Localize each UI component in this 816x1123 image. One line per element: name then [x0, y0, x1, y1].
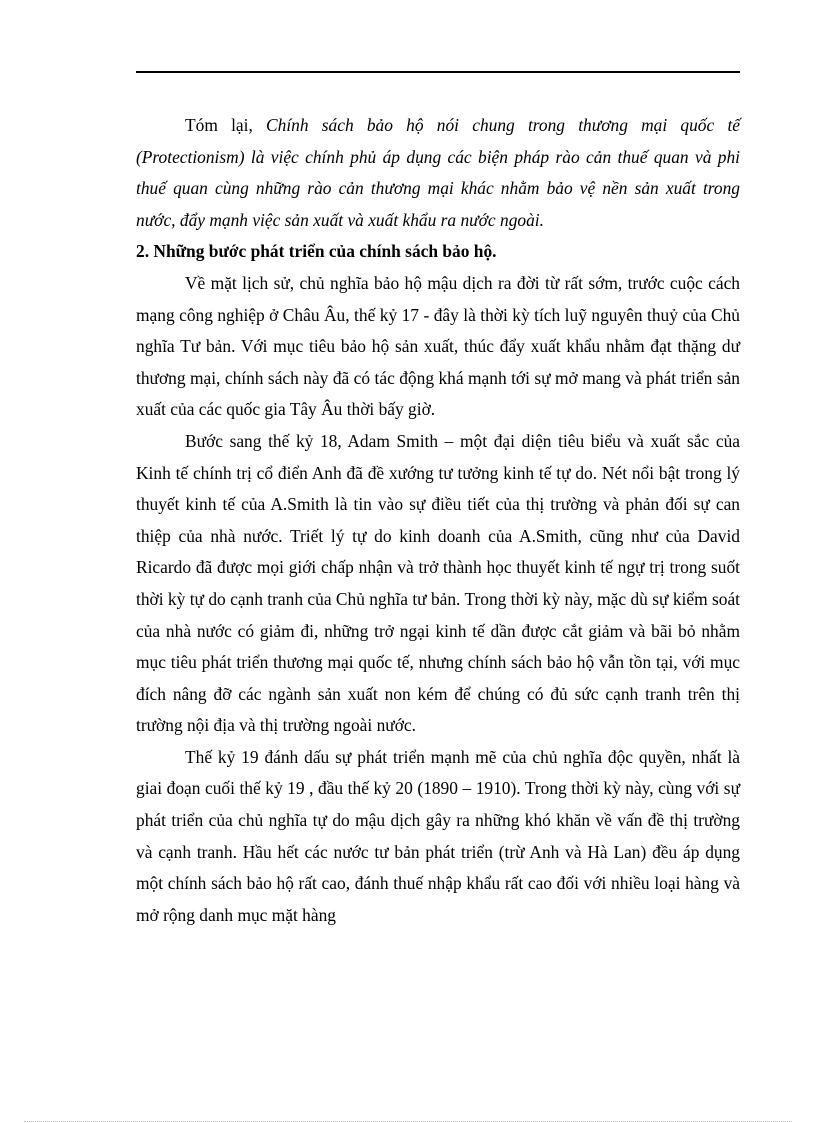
section-heading: 2. Những bước phát triển của chính sách bảo hộ. — [136, 241, 497, 262]
summary-paragraph — [136, 110, 740, 236]
summary-definition: Chính sách bảo hộ nói chung trong thương mại quốc tế (Protectionism) là việc chính phủ áp dụng các biện pháp rào cản thuế quan và phi thuế quan cùng những rào cản thương mại khác nhằm bảo vệ nền sản xuất trong nước, đẩy mạnh việc sản xuất và xuất khẩu ra nước ngoài. — [136, 115, 740, 230]
header-rule — [136, 71, 740, 73]
document-body — [136, 110, 740, 931]
paragraph-history: Về mặt lịch sử, chủ nghĩa bảo hộ mậu dịch ra đời từ rất sớm, trước cuộc cách mạng công nghiệp ở Châu Âu, thế kỷ 17 - đây là thời kỳ tích luỹ nguyên thuỷ của Chủ nghĩa Tư bản. Với mục tiêu bảo hộ sản xuất, thúc đẩy xuất khẩu nhằm đạt thặng dư thương mại, chính sách này đã có tác động khá mạnh tới sự mở mang và phát triển sản xuất của các quốc gia Tây Âu thời bấy giờ. — [136, 272, 740, 420]
page-bottom-rule — [24, 1121, 792, 1122]
summary-lead: Tóm lại, — [185, 115, 253, 135]
paragraph-19th-century: Thế kỷ 19 đánh dấu sự phát triển mạnh mẽ của chủ nghĩa độc quyền, nhất là giai đoạn cuối thế kỷ 19 , đầu thế kỷ 20 (1890 – 1910). Trong thời kỳ này, cùng với sự phát triển của chủ nghĩa tự do mậu dịch gây ra những khó khăn về vấn đề thị trường và cạnh tranh. Hầu hết các nước tư bản phát triển (trừ Anh và Hà Lan) đều áp dụng một chính sách bảo hộ rất cao, đánh thuế nhập khẩu rất cao đối với nhiều loại hàng và mở rộng danh mục mặt hàng — [136, 746, 740, 925]
paragraph-18th-century: Bước sang thế kỷ 18, Adam Smith – một đại diện tiêu biểu và xuất sắc của Kinh tế chính trị cổ điển Anh đã đề xướng tư tưởng kinh tế tự do. Nét nổi bật trong lý thuyết kinh tế của A.Smith là tin vào sự điều tiết của thị trường và phản đối sự can thiệp của nhà nước. Triết lý tự do kinh doanh của A.Smith, cũng như của David Ricardo đã được mọi giới chấp nhận và trở thành học thuyết kinh tế ngự trị trong suốt thời kỳ tự do cạnh tranh của Chủ nghĩa tư bản. Trong thời kỳ này, mặc dù sự kiểm soát của nhà nước có giảm đi, những trở ngại kinh tế dần được cắt giảm và bãi bỏ nhằm mục tiêu phát triển thương mại quốc tế, nhưng chính sách bảo hộ vẫn tồn tại, với mục đích nâng đỡ các ngành sản xuất non kém để chúng có đủ sức cạnh tranh trên thị trường nội địa và thị trường ngoài nước. — [136, 430, 740, 736]
